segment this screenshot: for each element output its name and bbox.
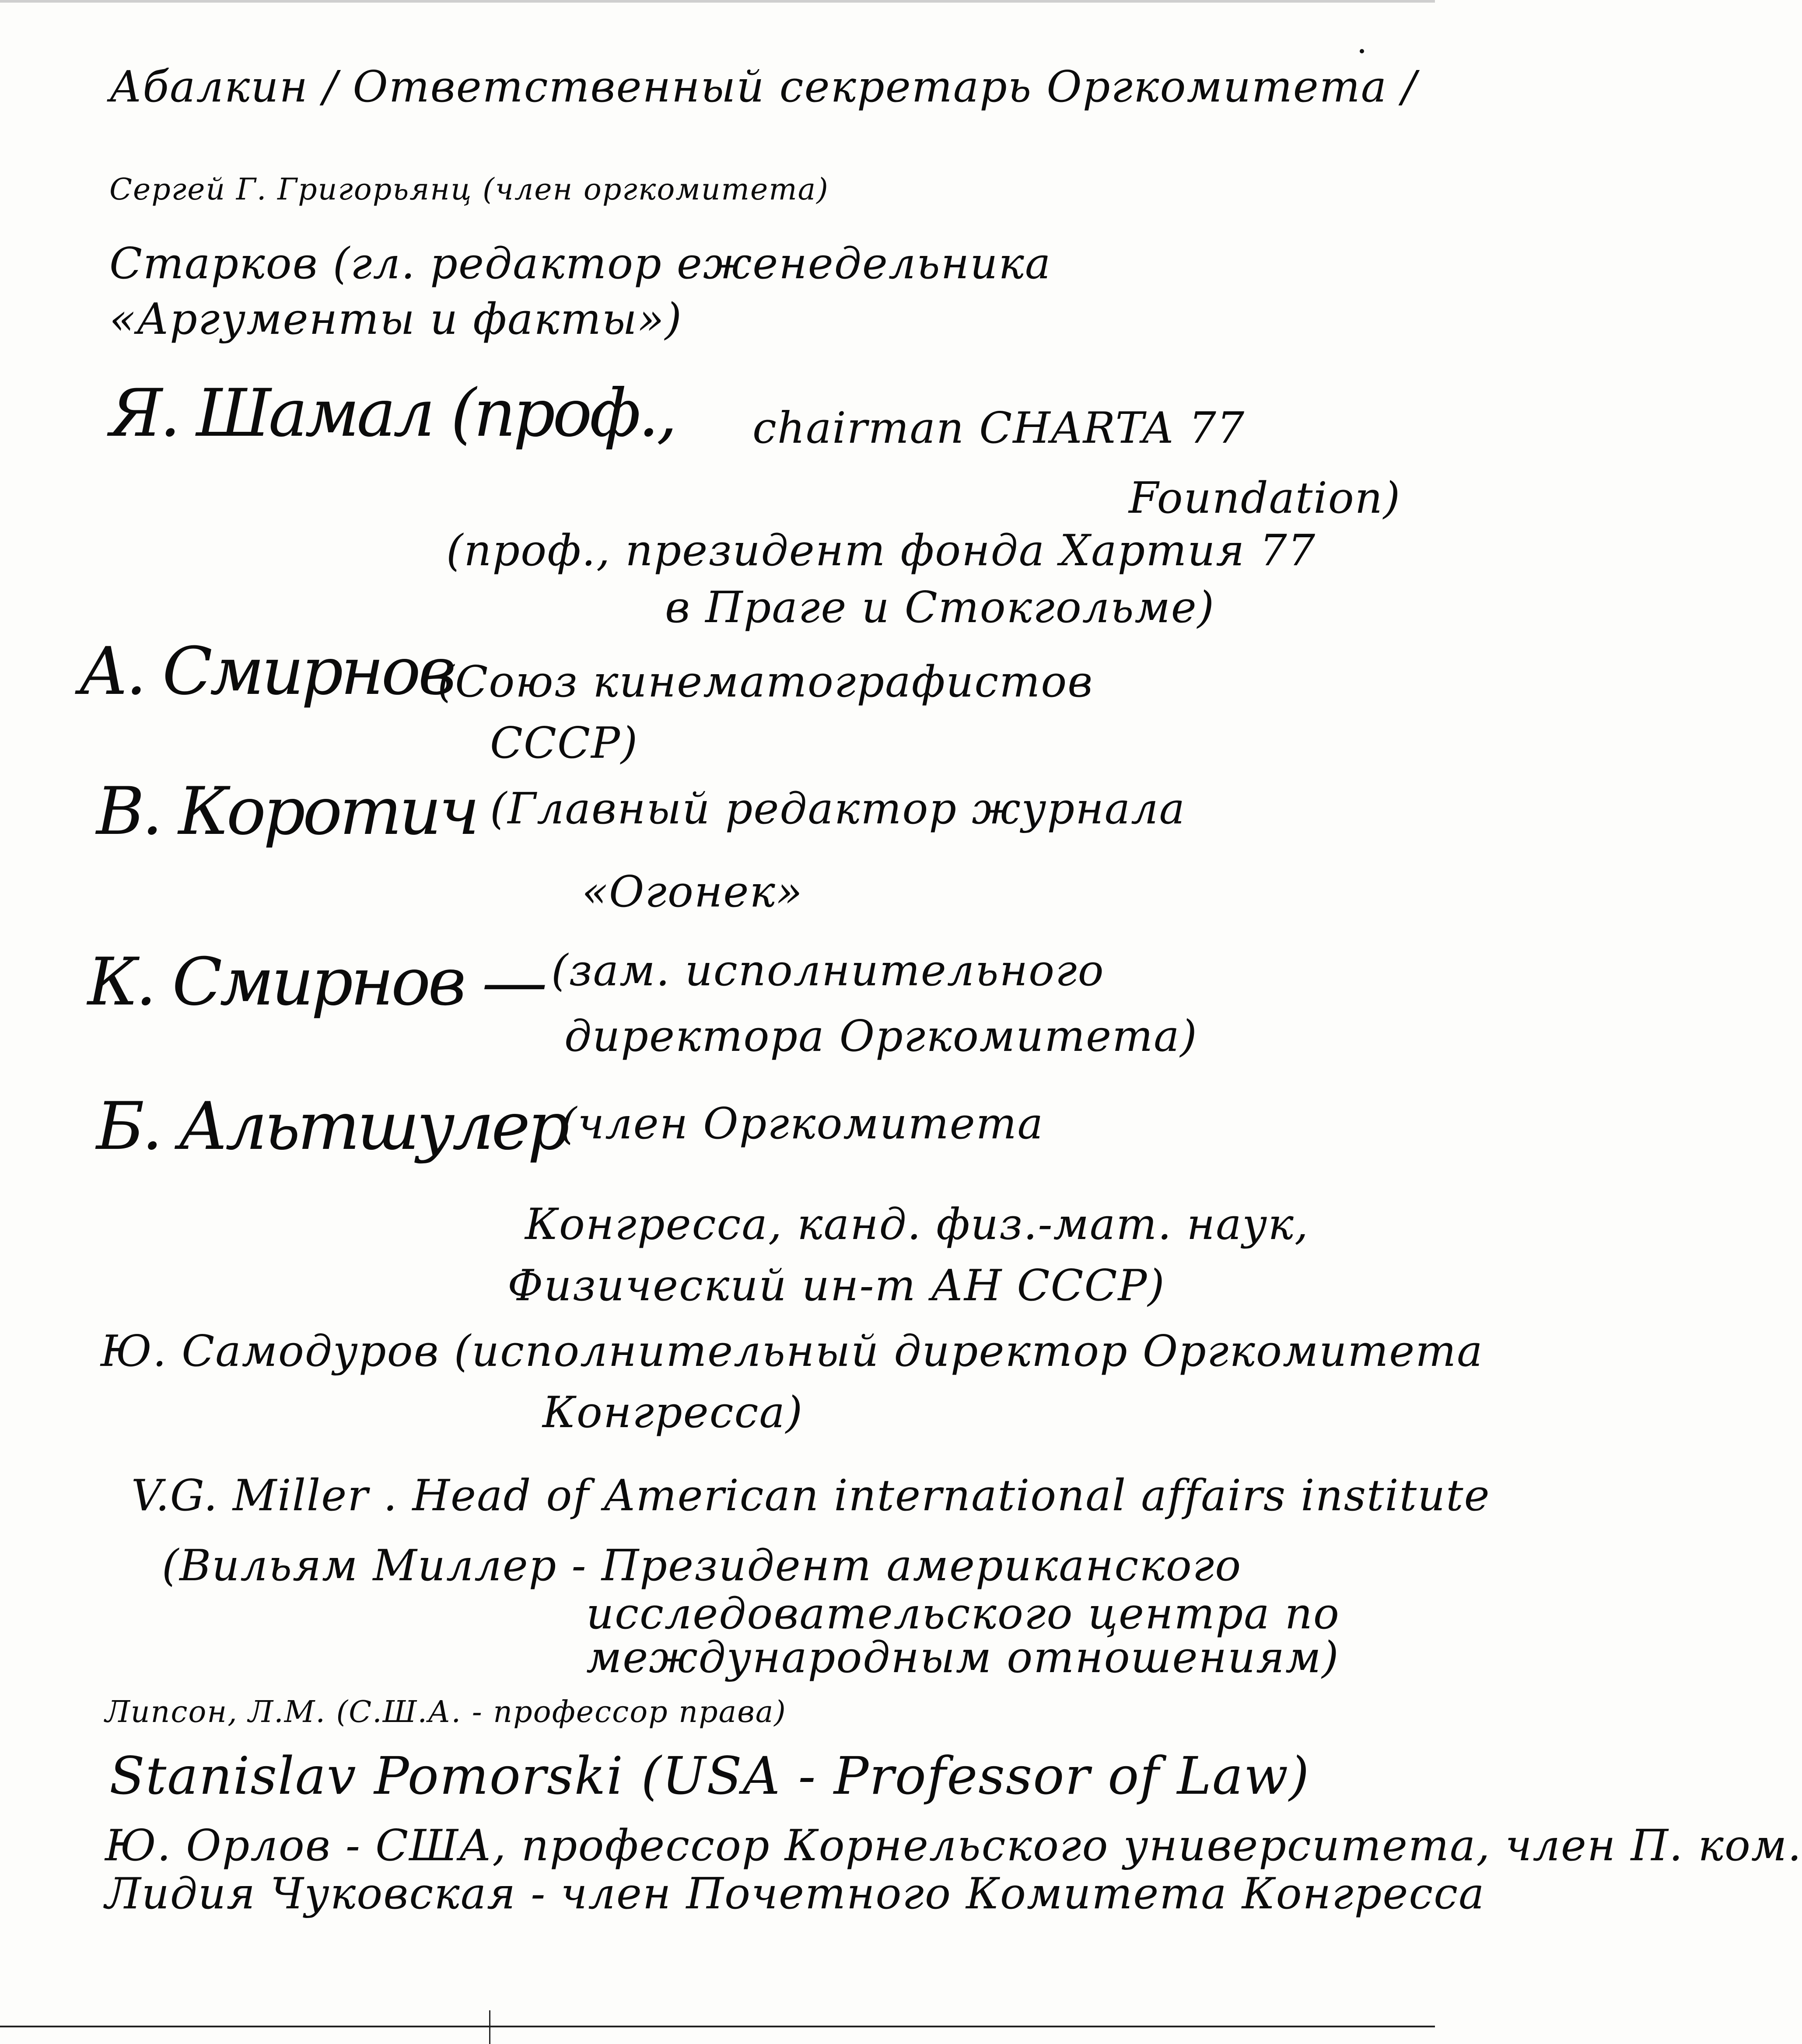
handwritten-line: (проф., президент фонда Хартия 77 <box>446 526 1316 576</box>
signature: Б. Альтшулер <box>96 1088 567 1165</box>
handwritten-line: (Главный редактор журнала <box>490 784 1186 834</box>
scan-edge-top <box>0 0 1435 3</box>
handwritten-line: международным отношениям) <box>586 1633 1340 1683</box>
handwritten-line: chairman CHARTA 77 <box>752 403 1246 453</box>
handwritten-line: Лидия Чуковская - член Почетного Комитета Конгресса <box>105 1869 1485 1919</box>
signature: А. Смирнов <box>79 634 454 710</box>
handwritten-line: Конгресса, канд. физ.-мат. наук, <box>525 1200 1309 1250</box>
handwritten-line: (член Оргкомитета <box>560 1099 1044 1149</box>
handwritten-line: Stanislav Pomorski (USA - Professor of Law) <box>109 1746 1310 1806</box>
signature-line <box>79 634 454 710</box>
handwritten-line: (Союз кинематографистов <box>437 657 1094 707</box>
signature: В. Коротич <box>96 774 477 850</box>
handwritten-line: «Огонек» <box>582 867 803 917</box>
scan-fold-mark <box>489 2010 490 2044</box>
signature-line <box>87 944 545 1020</box>
handwritten-line: Ю. Самодуров (исполнительный директор Оргкомитета <box>101 1326 1484 1376</box>
signature-line <box>109 375 675 452</box>
handwritten-line: (Вильям Миллер - Президент американского <box>162 1541 1242 1591</box>
handwritten-line: в Праге и Стокгольме) <box>665 583 1215 633</box>
handwritten-line: Сергей Г. Григорьянц (член оргкомитета) <box>109 172 829 207</box>
handwritten-line: Ю. Орлов - США, профессор Корнельского университета, член П. ком. <box>105 1821 1802 1871</box>
scan-edge-bottom <box>0 2026 1435 2027</box>
handwritten-line: Старков (гл. редактор еженедельника «Аргументы и факты») <box>109 239 1052 345</box>
handwritten-line: Foundation) <box>1129 473 1401 523</box>
signature-line <box>96 774 477 850</box>
handwritten-line: Конгресса) <box>542 1388 804 1438</box>
handwritten-line: исследовательского центра по <box>586 1589 1340 1639</box>
handwritten-line: V.G. Miller . Head of American international affairs institute <box>131 1471 1491 1521</box>
handwritten-line: (зам. исполнительного <box>551 946 1105 996</box>
handwritten-line: директора Оргкомитета) <box>564 1012 1198 1061</box>
scan-speck <box>1360 49 1364 53</box>
signature: Я. Шамал (проф., <box>109 375 675 452</box>
handwritten-line: Липсон, Л.М. (С.Ш.А. - профессор права) <box>105 1695 787 1729</box>
signature: К. Смирнов — <box>87 944 545 1020</box>
handwritten-line: Абалкин / Ответственный секретарь Оргкомитета / <box>109 62 1417 112</box>
signature-line <box>96 1088 567 1165</box>
handwritten-line: Физический ин-т АН СССР) <box>507 1261 1165 1311</box>
handwritten-line: СССР) <box>490 718 639 768</box>
